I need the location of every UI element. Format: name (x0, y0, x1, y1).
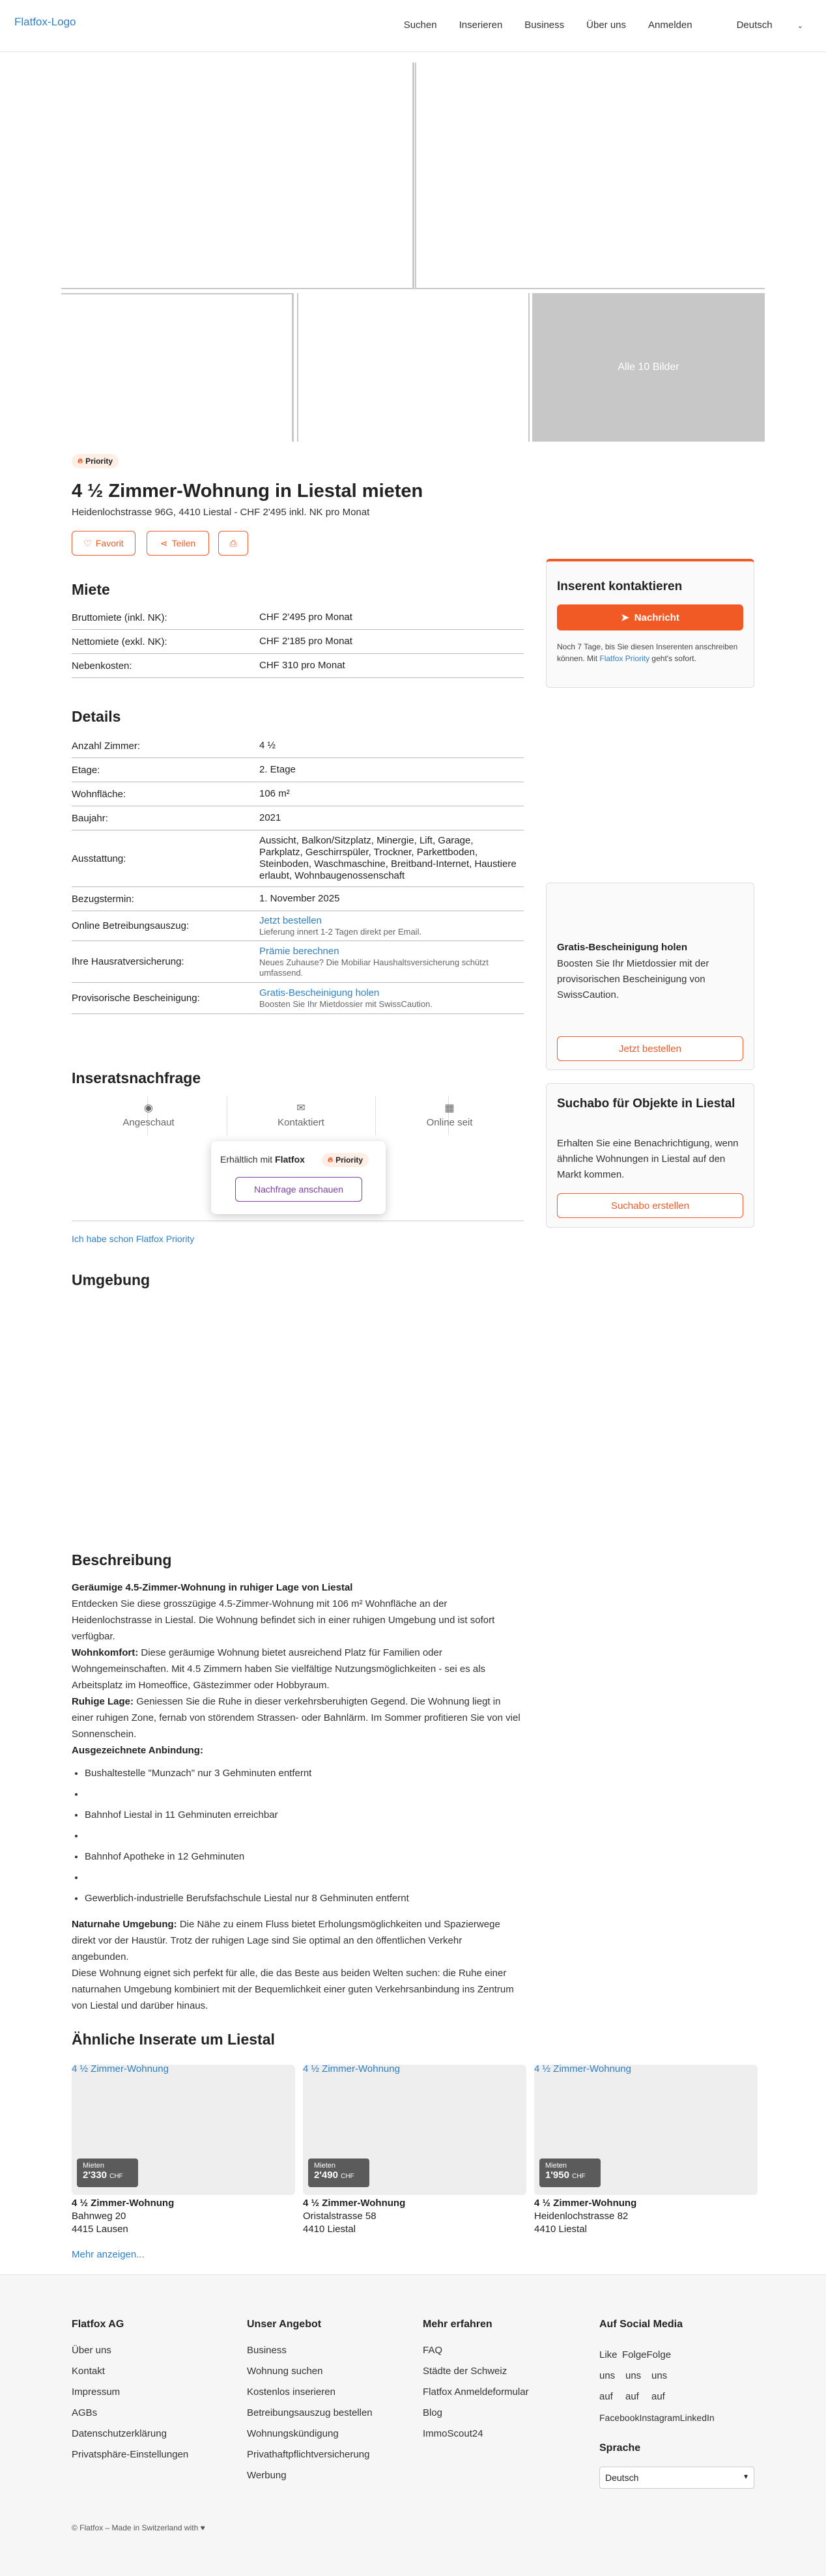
details-table (72, 734, 524, 1014)
surroundings-heading: Umgebung (72, 1271, 150, 1288)
footer-link[interactable]: Werbung (247, 2470, 287, 2481)
table-row: Baujahr: 2021 (72, 806, 524, 830)
print-button[interactable] (218, 531, 248, 556)
nav-inserieren[interactable]: Inserieren (459, 20, 503, 31)
footer-link[interactable]: Wohnungskündigung (247, 2428, 339, 2439)
language-heading: Sprache (599, 2442, 641, 2454)
price-tag: Mieten 2'330 CHF (77, 2158, 138, 2187)
footer-link[interactable]: Impressum (72, 2386, 121, 2398)
table-row: Online Betreibungsauszug: Jetzt bestellen Lieferung innert 1-2 Tagen direkt per Email. (72, 911, 524, 941)
order-now-button[interactable]: Jetzt bestellen (557, 1036, 743, 1061)
print-icon: ⎙ (229, 537, 237, 548)
share-button[interactable]: ⋖ Teilen (147, 531, 209, 556)
gallery-image-3[interactable] (61, 293, 294, 442)
footer-link[interactable]: Über uns (72, 2345, 111, 2356)
flatfox-priority-link[interactable]: Flatfox Priority (599, 654, 650, 663)
footer-link[interactable]: FAQ (423, 2345, 443, 2356)
chevron-down-icon: ⌄ (797, 22, 803, 30)
calendar-icon: ▦ (444, 1103, 455, 1114)
footer-link[interactable]: Flatfox Anmeldeformular (423, 2386, 529, 2398)
map-area[interactable] (72, 1299, 524, 1534)
similar-listing-card[interactable]: 4 ½ Zimmer-Wohnung Mieten 2'490 CHF (303, 2065, 526, 2195)
favorite-button[interactable]: ♡ Favorit (72, 531, 135, 556)
list-item: • Bushaltestelle "Munzach" nur 3 Gehminuten entfernt (85, 1765, 521, 1786)
list-item: • Gewerblich-industrielle Berufsfachschule Liestal nur 8 Gehminuten entfernt (85, 1890, 521, 1911)
view-demand-button[interactable]: Nachfrage anschauen (235, 1177, 362, 1202)
details-heading: Details (72, 708, 121, 725)
footer-col-offer: Unser Angebot Business Wohnung suchen Kostenlos inserieren Betreibungsauszug bestellen Wohnungskündigung Privathaftpflichtversicherung Werbung (247, 2319, 373, 2491)
table-row: Ausstattung: Aussicht, Balkon/Sitzplatz, Minergie, Lift, Garage, Parkplatz, Geschirrspüler, Trockner, Parkettboden, Steinboden, Waschmaschine, Breitband-Internet, Haustiere erlaubt, Wohnbaugenossenschaft (72, 830, 524, 887)
price-tag: Mieten 1'950 CHF (539, 2158, 601, 2187)
list-item (85, 1786, 521, 1807)
price-tag: Mieten 2'490 CHF (308, 2158, 369, 2187)
language-select[interactable]: Deutsch ▾ (599, 2467, 754, 2489)
similar-heading: Ähnliche Inserate um Liestal (72, 2031, 275, 2048)
footer-link[interactable]: Blog (423, 2407, 443, 2418)
search-subscription-card: Suchabo für Objekte in Liestal Erhalten Sie eine Benachrichtigung, wenn ähnliche Wohnungen in Liestal auf den Markt kommen. Suchabo erstellen (546, 1083, 754, 1228)
show-more-link[interactable]: Mehr anzeigen... (72, 2249, 145, 2260)
footer-link[interactable]: ImmoScout24 (423, 2428, 483, 2439)
chevron-down-icon: ▾ (743, 2472, 748, 2481)
similar-listing-info: 4 ½ Zimmer-Wohnung Oristalstrasse 58 4410 Liestal (303, 2198, 406, 2235)
eye-icon: ◉ (144, 1103, 153, 1114)
certificate-card: Gratis-Bescheinigung holen Boosten Sie Ihr Mietdossier mit der provisorischen Bescheinigung von SwissCaution. Jetzt bestellen (546, 883, 754, 1070)
flame-icon: 🔥︎ (78, 457, 83, 465)
footer-col-learn: Mehr erfahren FAQ Städte der Schweiz Flatfox Anmeldeformular Blog ImmoScout24 (423, 2319, 529, 2449)
footer-link[interactable]: Wohnung suchen (247, 2366, 323, 2377)
table-row: Anzahl Zimmer: 4 ½ (72, 734, 524, 758)
description-text: Geräumige 4.5-Zimmer-Wohnung in ruhiger Lage von Liestal Entdecken Sie diese grosszügige 4.5-Zimmer-Wohnung mit 106 m² Wohnfläche an der Heidenlochstrasse in Liestal. Die Wohnung befindet sich in einer ruhigen Umgebung und ist sofort verfügbar. Wohnkomfort: Diese geräumige Wohnung bietet ausreichend Platz für Familien oder Wohngemeinschaften. Mit 4.5 Zimmern haben Sie vielfältige Nutzungsmöglichkeiten - sei es als Arbeitsplatz im Homeoffice, Gästezimmer oder Hobbyraum. Ruhige Lage: Geniessen Sie die Ruhe in dieser verkehrsberuhigten Gegend. Die Wohnung liegt in einer ruhigen Zone, fernab von störendem Strassen- oder Bahnlärm. Im Sommer profitieren Sie von viel Sonnenschein. Ausgezeichnete Anbindung: • Bushaltestelle "Munzach" nur 3 Gehminuten entfernt • • Bahnhof Liestal in 11 Gehminuten erreichbar • • Bahnhof Apotheke in 12 Gehminuten • • Gewerblich-industrielle Berufsfachschule Liestal nur 8 Gehminuten entfernt Naturnahe Umgebung: Die Nähe zu einem Fluss bietet Erholungsmöglichkeiten und Spazierwege direkt vor der Haustür. Trotz der ruhigen Lage sind Sie optimal an den öffentlichen Verkehr angebunden. Diese Wohnung eignet sich perfekt für alle, die das Beste aus beiden Welten suchen: die Ruhe einer naturnahen Umgebung kombiniert mit der Bequemlichkeit einer guten Verkehrsanbindung ins Zentrum von Liestal und darüber hinaus. (72, 1579, 521, 2014)
list-item (85, 1828, 521, 1848)
flatfox-logo[interactable]: Flatfox-Logo (14, 16, 76, 28)
free-certificate-link[interactable]: Gratis-Bescheinigung holen (259, 987, 380, 998)
social-links[interactable]: Like FolgeFolge uns uns uns auf auf auf FacebookInstagramLinkedIn (599, 2349, 715, 2423)
footer-col-social: Auf Social Media (599, 2319, 683, 2330)
gallery-image-2[interactable] (413, 63, 765, 289)
listing-title: 4 ½ Zimmer-Wohnung in Liestal mieten (72, 481, 423, 502)
mail-icon: ✉ (296, 1103, 306, 1114)
main-nav (382, 20, 803, 31)
priority-badge: 🔥︎ Priority (322, 1153, 369, 1167)
priority-popup: Erhältlich mit Flatfox 🔥︎ Priority Nachfrage anschauen (211, 1141, 386, 1214)
nav-ueber-uns[interactable]: Über uns (586, 20, 627, 31)
footer-link[interactable]: Betreibungsauszug bestellen (247, 2407, 373, 2418)
table-row: Bruttomiete (inkl. NK): CHF 2'495 pro Monat (72, 606, 524, 630)
footer-link[interactable]: AGBs (72, 2407, 98, 2418)
rent-table (72, 606, 524, 678)
footer-link[interactable]: Business (247, 2345, 287, 2356)
top-navigation (0, 0, 826, 52)
footer-link[interactable]: Kostenlos inserieren (247, 2386, 335, 2398)
nav-anmelden[interactable]: Anmelden (648, 20, 692, 31)
gallery-main-image[interactable] (61, 63, 413, 289)
send-icon: ➤ (621, 612, 629, 623)
stat-contacted: ✉ Kontaktiert (227, 1101, 375, 1128)
nav-business[interactable]: Business (524, 20, 565, 31)
share-icon: ⋖ (160, 537, 168, 548)
listing-subtitle: Heidenlochstrasse 96G, 4410 Liestal - CHF 2'495 inkl. NK pro Monat (72, 507, 370, 518)
have-priority-link[interactable]: Ich habe schon Flatfox Priority (72, 1234, 195, 1244)
flame-icon: 🔥︎ (328, 1155, 334, 1164)
connection-list (85, 1765, 521, 1911)
order-debt-record-link[interactable]: Jetzt bestellen (259, 914, 322, 926)
demand-heading: Inseratsnachfrage (72, 1069, 201, 1086)
table-row: Bezugstermin: 1. November 2025 (72, 887, 524, 911)
gallery-image-4[interactable] (297, 293, 530, 442)
heart-icon: ♡ (83, 537, 92, 548)
all-images-button[interactable]: Alle 10 Bilder (532, 293, 765, 442)
similar-listing-info: 4 ½ Zimmer-Wohnung Heidenlochstrasse 82 4410 Liestal (534, 2198, 637, 2235)
footer-link[interactable]: Datenschutzerklärung (72, 2428, 167, 2439)
list-item: • Bahnhof Liestal in 11 Gehminuten erreichbar (85, 1807, 521, 1828)
description-heading: Beschreibung (72, 1551, 172, 1568)
table-row: Ihre Hausratversicherung: Prämie berechnen Neues Zuhause? Die Mobiliar Haushaltsversicherung schützt umfassend. (72, 941, 524, 983)
footer-link[interactable]: Privatsphäre-Einstellungen (72, 2449, 189, 2460)
similar-listing-card[interactable]: 4 ½ Zimmer-Wohnung Mieten 2'330 CHF (72, 2065, 295, 2195)
footer-link[interactable]: Privathaftpflichtversicherung (247, 2449, 370, 2460)
list-item (85, 1869, 521, 1890)
list-item: • Bahnhof Apotheke in 12 Gehminuten (85, 1848, 521, 1869)
table-row: Etage: 2. Etage (72, 758, 524, 782)
table-row: Nebenkosten: CHF 310 pro Monat (72, 654, 524, 678)
footer-col-company: Flatfox AG Über uns Kontakt Impressum AGBs Datenschutzerklärung Privatsphäre-Einstellungen (72, 2319, 188, 2470)
create-search-subscription-button[interactable]: Suchabo erstellen (557, 1193, 743, 1218)
table-row: Nettomiete (exkl. NK): CHF 2'185 pro Monat (72, 630, 524, 654)
insurance-premium-link[interactable]: Prämie berechnen (259, 945, 339, 957)
priority-badge: 🔥︎ Priority (72, 454, 119, 468)
stat-viewed: ◉ Angeschaut (72, 1101, 225, 1128)
table-row: Provisorische Bescheinigung: Gratis-Bescheinigung holen Boosten Sie Ihr Mietdossier mit SwissCaution. (72, 983, 524, 1014)
footer-link[interactable]: Städte der Schweiz (423, 2366, 507, 2377)
rent-heading: Miete (72, 581, 110, 598)
language-selector[interactable]: Deutsch ⌄ (736, 20, 803, 31)
stat-online-since: ▦ Online seit (375, 1101, 524, 1128)
footer-link[interactable]: Kontakt (72, 2366, 105, 2377)
contact-card: Inserent kontaktieren ➤ Nachricht Noch 7 Tage, bis Sie diesen Inserenten anschreiben können. Mit Flatfox Priority geht's sofort. (546, 559, 754, 688)
similar-listing-info: 4 ½ Zimmer-Wohnung Bahnweg 20 4415 Lausen (72, 2198, 175, 2235)
similar-listing-card[interactable]: 4 ½ Zimmer-Wohnung Mieten 1'950 CHF (534, 2065, 758, 2195)
table-row: Wohnfläche: 106 m² (72, 782, 524, 806)
copyright: © Flatfox – Made in Switzerland with ♥ (72, 2523, 205, 2532)
nav-suchen[interactable]: Suchen (403, 20, 437, 31)
message-button[interactable]: ➤ Nachricht (557, 604, 743, 630)
